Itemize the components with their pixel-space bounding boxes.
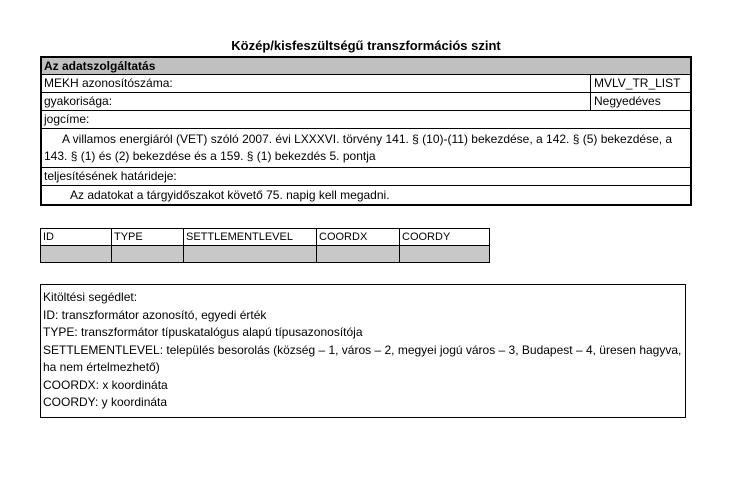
frequency-row [42,93,690,111]
provision-header: Az adatszolgáltatás [42,58,690,75]
column-header-id: ID [41,229,112,246]
cell-type[interactable] [112,246,184,263]
frequency-label: gyakorisága: [44,94,113,108]
legal-basis-text-row [42,129,690,168]
instruction-line: COORDX: x koordináta [43,377,168,392]
page-title: Közép/kisfeszültségű transzformációs szint [231,38,501,53]
instructions-box [40,284,686,418]
cell-id[interactable] [41,246,112,263]
frequency-value: Negyedéves [590,93,690,110]
instruction-line: SETTLEMENTLEVEL: település besorolás (község – 1, város – 2, megyei jogú város – 3, Budapest – 4, üresen hagyva, ha nem értelmezhető) [43,342,682,374]
column-header-coordy: COORDY [400,229,490,246]
instruction-line: TYPE: transzformátor típuskatalógus alapú típusazonosítója [43,325,363,339]
data-provision-box [40,56,692,206]
deadline-text: Az adatokat a tárgyidőszakot követő 75. napig kell megadni. [70,188,390,202]
cell-settlementlevel[interactable] [184,246,317,263]
deadline-label: teljesítésének határideje: [42,168,690,186]
data-table [40,228,490,263]
cell-coordx[interactable] [317,246,400,263]
column-header-coordx: COORDX [317,229,400,246]
legal-basis-label: jogcíme: [42,111,690,129]
cell-coordy[interactable] [400,246,490,263]
column-header-settlementlevel: SETTLEMENTLEVEL [184,229,317,246]
instruction-line: ID: transzformátor azonosító, egyedi érték [43,307,267,322]
column-header-type: TYPE [112,229,184,246]
table-header-row [41,229,490,246]
legal-basis-text: A villamos energiáról (VET) szóló 2007. évi LXXXVI. törvény 141. § (10)-(11) bekezdése, a 142. § (5) bekezdése, a 143. § (1) és (2) bekezdése és a 159. § (1) bekezdés 5. pontja [44,132,673,163]
instructions-heading: Kitöltési segédlet: [43,290,138,304]
mekh-id-row [42,75,690,93]
mekh-id-label: MEKH azonosítószáma: [44,76,173,90]
mekh-id-value: MVLV_TR_LIST [590,75,690,92]
table-row [41,246,490,263]
instruction-line: COORDY: y koordináta [43,395,168,409]
